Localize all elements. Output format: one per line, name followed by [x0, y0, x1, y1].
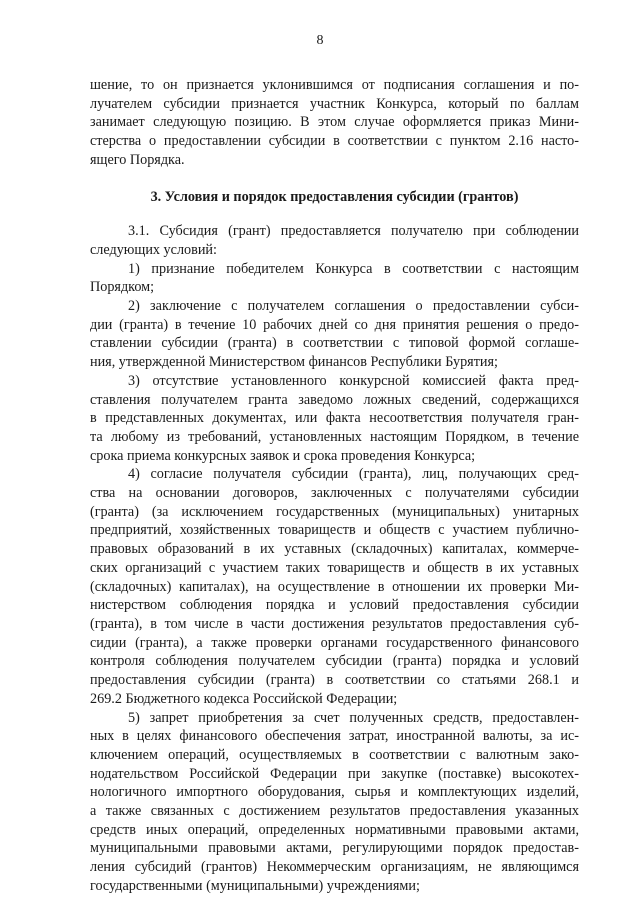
text-line: ящего Порядка.: [90, 151, 185, 168]
text-line: Порядком;: [90, 279, 155, 296]
text-line: занимает следующую позицию. В этом случае оформляется приказ Мини-: [90, 114, 579, 131]
paragraph: [90, 222, 579, 259]
text-line: та любому из требований, установленных настоящим Порядком, в течение: [90, 428, 579, 445]
text-line: ских организаций с участием таких товариществ и обществ в их уставных: [90, 559, 579, 576]
page-number: 8: [316, 33, 324, 48]
section-paragraphs: [90, 222, 579, 895]
text-line: (складочных) капиталах), на осуществление в отношении их проверки Ми-: [90, 578, 579, 595]
text-line: 4) согласие получателя субсидии (гранта), лиц, получающих сред-: [128, 466, 579, 483]
text-line: предоставления субсидии (гранта) в соответствии со статьями 268.1 и: [90, 672, 579, 689]
text-line: ния, утвержденной Министерством финансов Республики Бурятия;: [90, 354, 498, 371]
text-line: средств иных операций, определенных нормативными правовыми актами,: [90, 821, 579, 838]
text-line: шение, то он признается уклонившимся от подписания соглашения и по-: [90, 77, 579, 93]
text-line: стерства о предоставлении субсидии в соответствии с пунктом 2.16 насто-: [90, 133, 579, 150]
text-line: срока приема конкурсных заявок и срока проведения Конкурса;: [90, 447, 476, 464]
text-line: следующих условий:: [90, 241, 217, 258]
paragraph: [90, 297, 579, 372]
text-line: ства на основании договоров, заключенных с получателями субсидии: [90, 485, 579, 502]
text-line: ставления получателем гранта заведомо ложных сведений, содержащихся: [90, 391, 579, 408]
text-line: 269.2 Бюджетного кодекса Российской Федерации;: [90, 690, 398, 707]
text-line: государственными (муниципальными) учреждениями;: [90, 877, 420, 894]
text-line: 5) запрет приобретения за счет полученных средств, предоставлен-: [128, 709, 579, 726]
text-line: ных в целях финансового обеспечения затрат, иностранной валюты, за ис-: [90, 728, 579, 745]
paragraph: [90, 465, 579, 708]
paragraph: [90, 260, 579, 297]
text-line: 2) заключение с получателем соглашения о предоставлении субси-: [128, 298, 579, 315]
document-body: [90, 76, 579, 896]
text-line: нодательством Российской Федерации при закупке (поставке) высокотех-: [90, 765, 579, 782]
text-line: 3) отсутствие установленного конкурсной комиссией факта пред-: [128, 372, 579, 389]
text-line: ления субсидий (грантов) Некоммерческим организациям, не являющимся: [90, 859, 579, 876]
text-line: 1) признание победителем Конкурса в соответствии с настоящим: [128, 260, 579, 277]
text-line: (гранта), в том числе в части достижения результатов предоставления суб-: [90, 615, 579, 632]
text-line: предприятий, хозяйственных товариществ и обществ с участием публично-: [90, 522, 579, 539]
text-line: 3.1. Субсидия (грант) предоставляется получателю при соблюдении: [128, 223, 579, 240]
text-line: дии (гранта) в течение 10 рабочих дней со дня принятия решения о предо-: [90, 316, 579, 333]
paragraph: [90, 372, 579, 466]
text-line: (гранта) (за исключением государственных (муниципальных) унитарных: [90, 503, 579, 520]
text-line: контроля соблюдения получателем субсидии (гранта) порядка и условий: [90, 653, 579, 670]
text-line: правовых образований в их уставных (складочных) капиталах, коммерче-: [90, 541, 579, 558]
paragraph: [90, 709, 579, 896]
text-line: лучателем субсидии признается участник Конкурса, который по баллам: [90, 95, 579, 112]
text-line: ключением операций, осуществляемых в соответствии с валютным зако-: [90, 746, 579, 763]
section-heading: 3. Условия и порядок предоставления субсидии (грантов): [150, 188, 519, 205]
text-line: ставлении субсидии (гранта) в соответствии с типовой формой соглаше-: [90, 335, 579, 352]
text-line: нистерством соблюдения порядка и условий предоставления субсидии: [90, 597, 579, 614]
text-line: сидии (гранта), а также проверки органами государственного финансового: [90, 634, 579, 651]
text-line: нологичного импортного оборудования, сырья и комплектующих изделий,: [90, 784, 579, 801]
text-line: в представленных документах, или факта несоответствия получателя гран-: [90, 410, 579, 427]
intro-paragraph: [90, 76, 579, 170]
text-line: муниципальными правовыми актами, регулирующими порядок предостав-: [90, 840, 579, 857]
text-line: а также связанных с достижением результатов предоставления указанных: [90, 803, 579, 820]
